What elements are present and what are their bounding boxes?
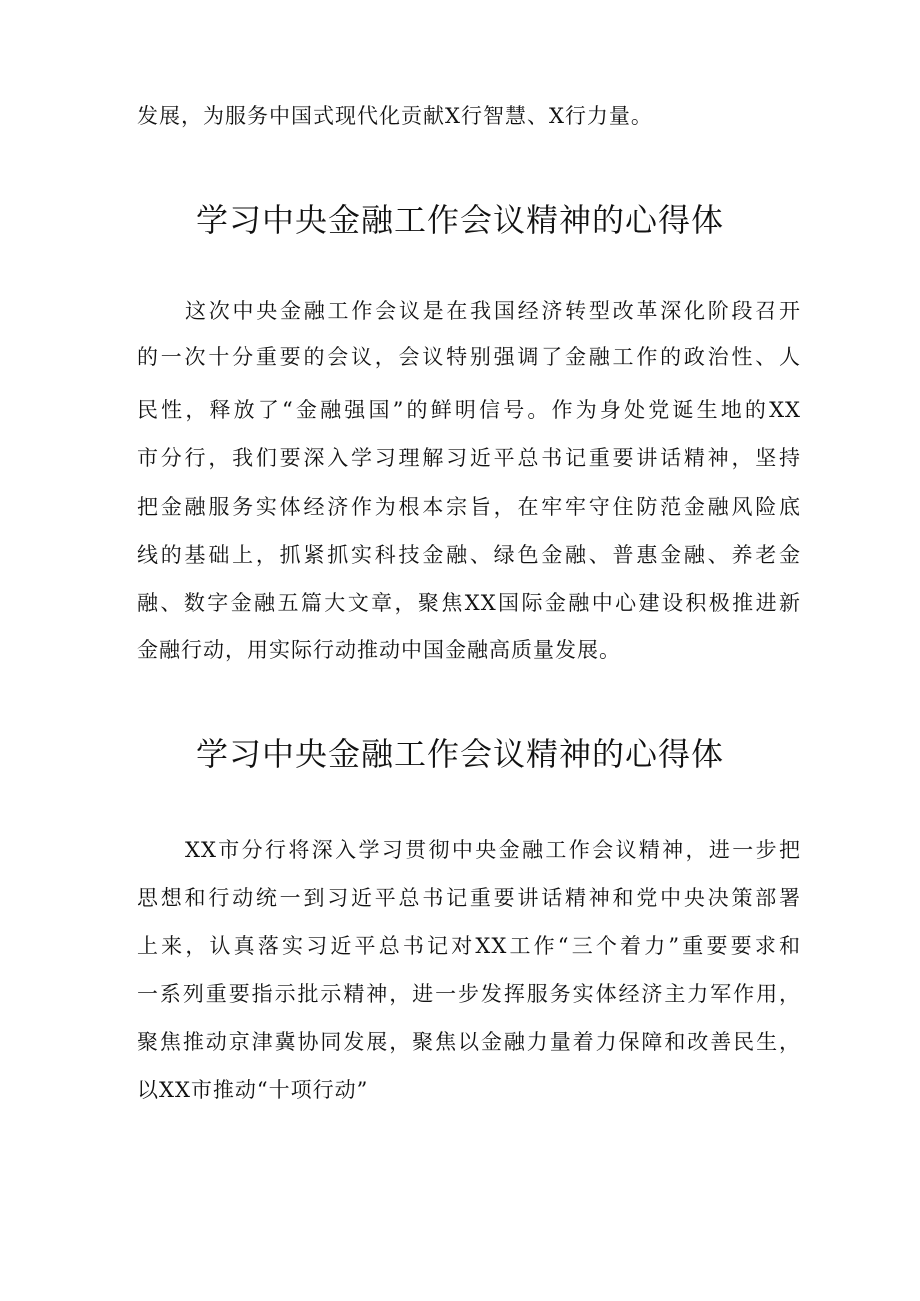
section2-line-5: 聚焦推动京津冀协同发展，聚焦以金融力量着力保障和改善民生， (137, 1030, 801, 1054)
section2-line-2: 思想和行动统一到习近平总书记重要讲话精神和党中央决策部署 (137, 886, 801, 910)
section2-line-6: 以XX市推动“十项行动” (137, 1078, 369, 1102)
section1-heading: 学习中央金融工作会议精神的心得体 (195, 201, 724, 239)
section1-line-1: 这次中央金融工作会议是在我国经济转型改革深化阶段召开 (185, 299, 801, 323)
section1-line-3: 民性，释放了“金融强国”的鲜明信号。作为身处党诞生地的XX (137, 398, 801, 422)
section1-line-4: 市分行，我们要深入学习理解习近平总书记重要讲话精神，坚持 (137, 446, 801, 470)
section2-line-3: 上来，认真落实习近平总书记对XX工作“三个着力”重要要求和 (137, 934, 801, 958)
section1-line-2: 的一次十分重要的会议，会议特别强调了金融工作的政治性、人 (137, 345, 801, 369)
section2-line-4: 一系列重要指示批示精神，进一步发挥服务实体经济主力军作用， (137, 982, 801, 1006)
top-paragraph-line-1: 发展，为服务中国式现代化贡献X行智慧、X行力量。 (137, 104, 653, 128)
section1-line-8: 金融行动，用实际行动推动中国金融高质量发展。 (137, 638, 621, 662)
section2-heading: 学习中央金融工作会议精神的心得体 (195, 735, 724, 773)
section1-line-7: 融、数字金融五篇大文章，聚焦XX国际金融中心建设积极推进新 (137, 591, 801, 615)
section1-line-6: 线的基础上，抓紧抓实科技金融、绿色金融、普惠金融、养老金 (137, 543, 801, 567)
section1-line-5: 把金融服务实体经济作为根本宗旨，在牢牢守住防范金融风险底 (137, 495, 801, 519)
section2-line-1: XX市分行将深入学习贯彻中央金融工作会议精神，进一步把 (185, 838, 801, 862)
